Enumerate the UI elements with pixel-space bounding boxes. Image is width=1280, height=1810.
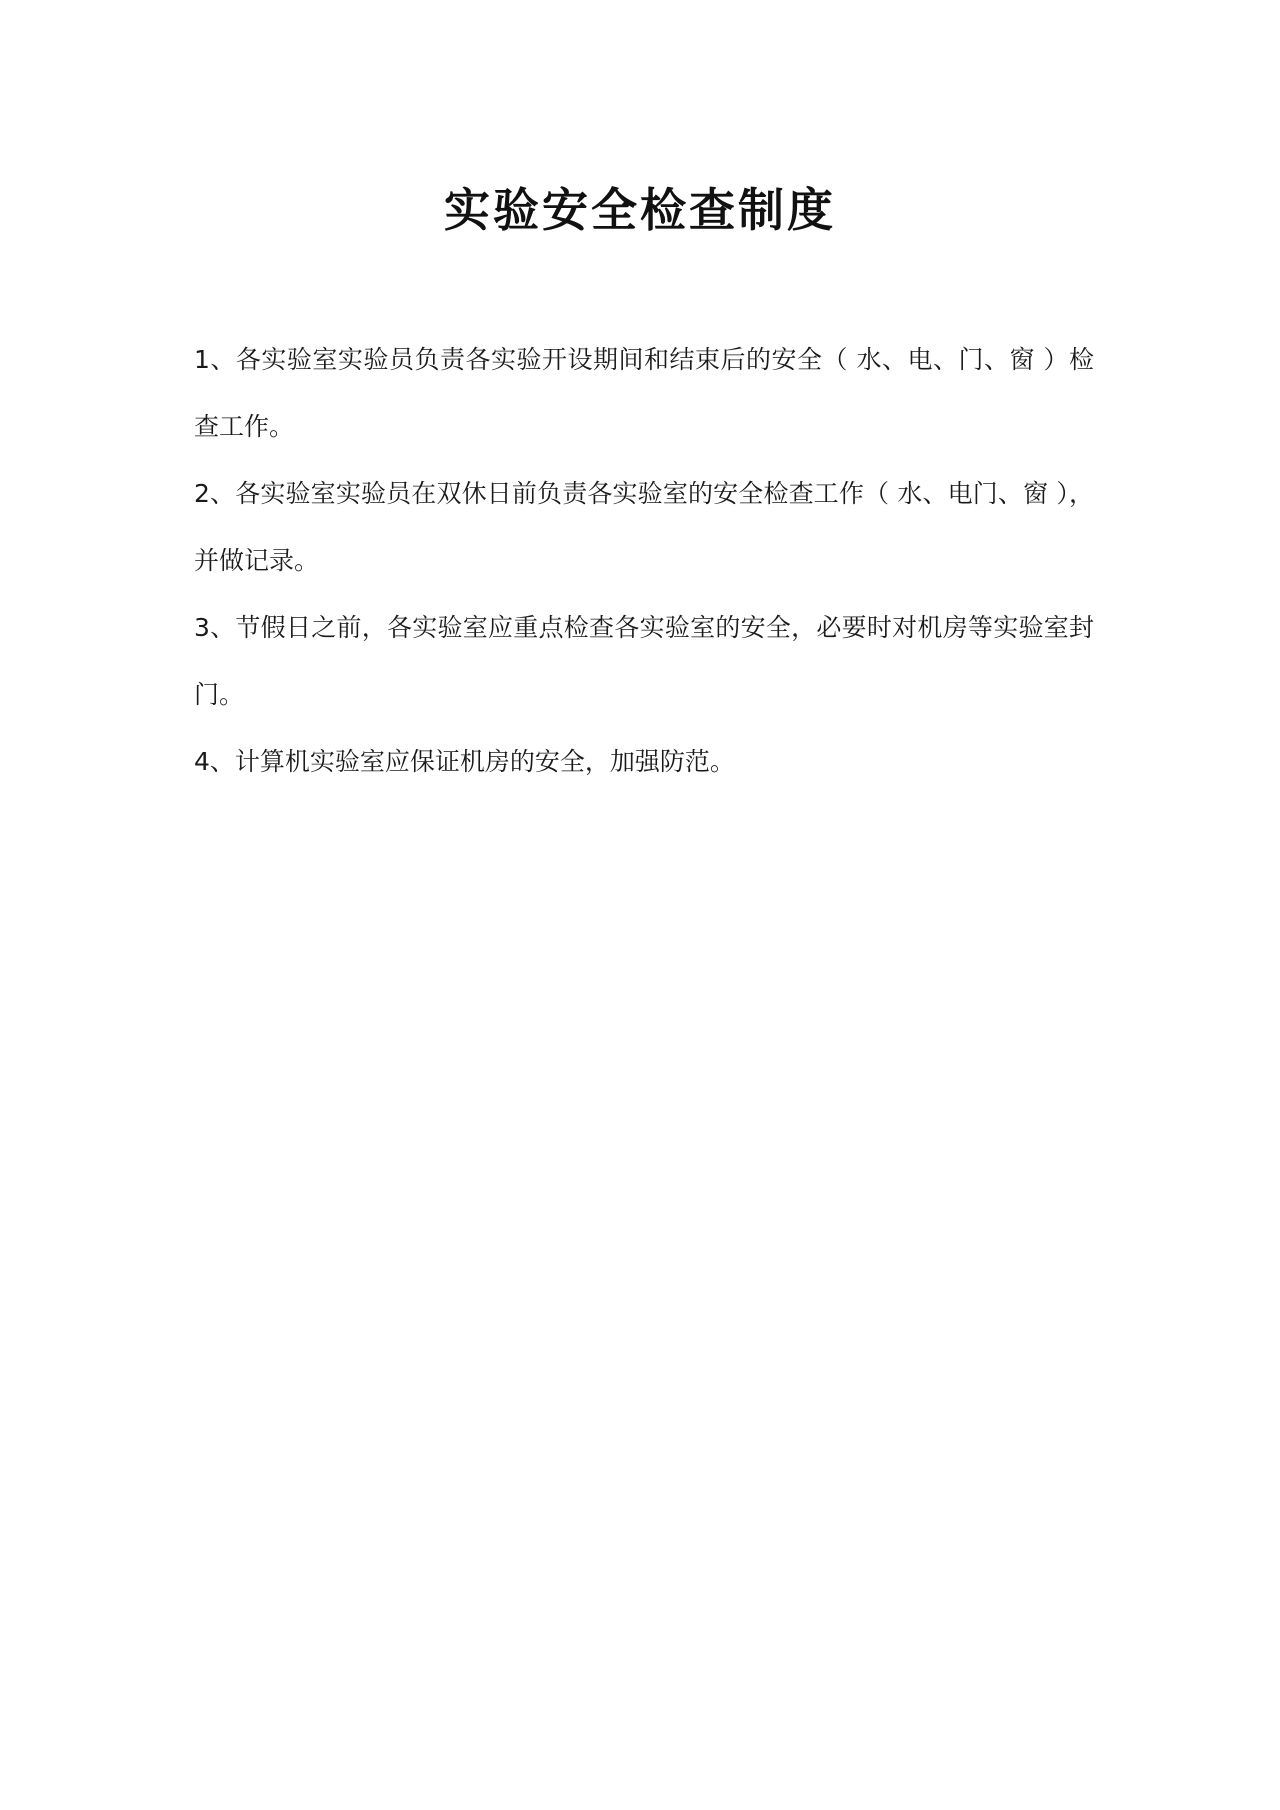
rule-item-2: 2、各实验室实验员在双休日前负责各实验室的安全检查工作（ 水、电门、窗 ），并做记录。 <box>194 479 1094 575</box>
rule-item-4: 4、计算机实验室应保证机房的安全，加强防范。 <box>194 747 735 776</box>
document-body <box>194 326 1094 795</box>
page-title: 实验安全检查制度 <box>444 183 836 237</box>
rule-item-1: 1、各实验室实验员负责各实验开设期间和结束后的安全（ 水、电、门、窗 ）检查工作。 <box>194 345 1094 441</box>
rule-item-3: 3、节假日之前，各实验室应重点检查各实验室的安全，必要时对机房等实验室封门。 <box>194 613 1094 709</box>
